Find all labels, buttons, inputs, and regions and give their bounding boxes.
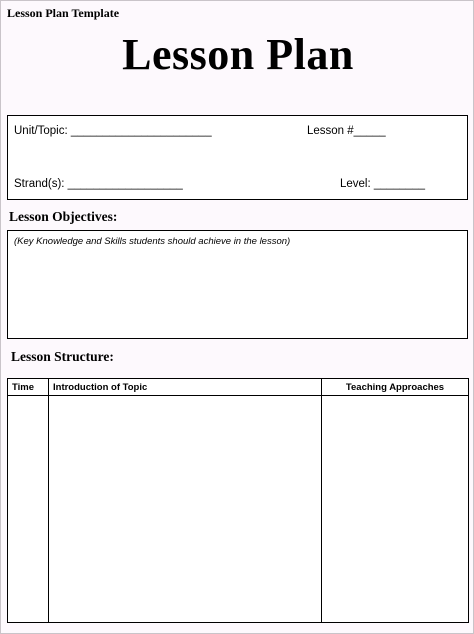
table-header-row <box>8 379 469 396</box>
page-title: Lesson Plan <box>122 30 354 79</box>
column-header-time: Time <box>8 379 49 396</box>
lesson-number-field[interactable]: Lesson #_____ <box>307 125 386 137</box>
strands-field[interactable]: Strand(s): __________________ <box>14 178 183 190</box>
table-row <box>8 396 469 623</box>
column-header-introduction: Introduction of Topic <box>49 379 322 396</box>
structure-heading: Lesson Structure: <box>11 349 114 364</box>
objectives-hint: (Key Knowledge and Skills students should achieve in the lesson) <box>14 236 291 247</box>
unit-topic-field[interactable]: Unit/Topic: ______________________ <box>14 125 212 137</box>
column-header-teaching-approaches: Teaching Approaches <box>322 379 469 396</box>
objectives-text-area[interactable] <box>7 230 468 339</box>
teaching-approaches-cell[interactable] <box>322 396 469 623</box>
lesson-structure-table <box>7 378 469 623</box>
level-field[interactable]: Level: ________ <box>340 178 426 190</box>
document-label: Lesson Plan Template <box>7 6 120 20</box>
objectives-heading: Lesson Objectives: <box>9 209 118 224</box>
time-cell[interactable] <box>8 396 49 623</box>
lesson-info-box <box>7 115 468 200</box>
introduction-cell[interactable] <box>49 396 322 623</box>
